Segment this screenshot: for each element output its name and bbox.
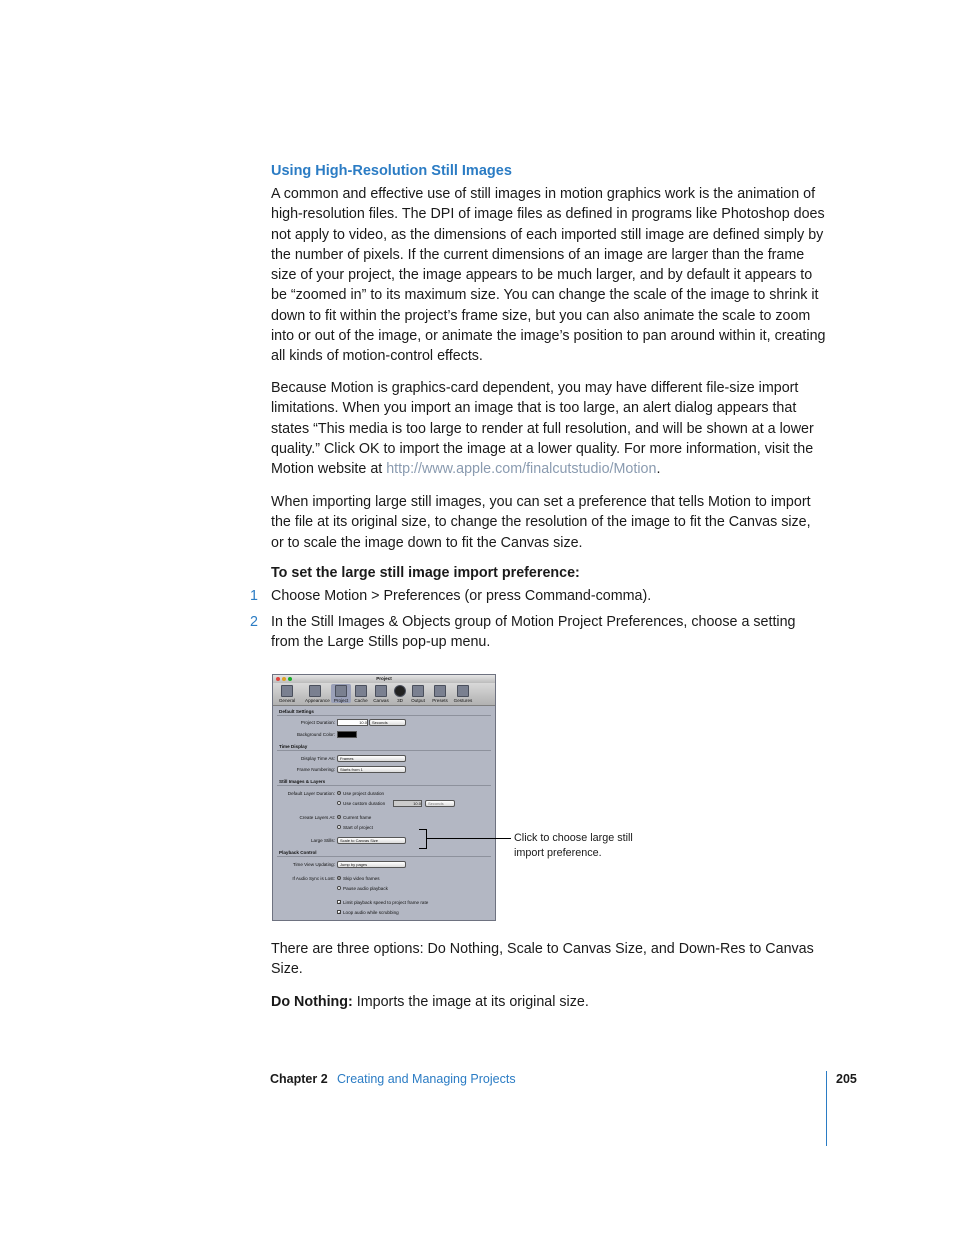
label-create-layers-at: Create Layers At: xyxy=(299,815,335,820)
appearance-icon xyxy=(309,685,321,697)
section-default-settings: Default Settings xyxy=(279,709,314,714)
checkbox-loop-audio[interactable]: ✓ xyxy=(338,910,342,915)
step-text: In the Still Images & Objects group of Motion Project Preferences, choose a setting from the Large Stills pop-up menu. xyxy=(271,614,796,651)
callout-text: Click to choose large still import preference. xyxy=(514,832,633,859)
output-icon xyxy=(412,685,424,697)
radio-use-custom-duration[interactable] xyxy=(337,801,341,805)
label-time-view-updating: Time View Updating: xyxy=(292,862,335,867)
tab-canvas[interactable]: Canvas xyxy=(371,685,391,703)
background-color-well[interactable] xyxy=(337,731,357,738)
option-start-of-project: Start of project xyxy=(343,825,373,830)
footer-chapter-title[interactable]: Creating and Managing Projects xyxy=(337,1072,516,1086)
cache-icon xyxy=(355,685,367,697)
label-if-audio-sync-lost: If Audio Sync is Lost: xyxy=(292,876,335,881)
motion-website-link[interactable]: http://www.apple.com/finalcutstudio/Motion xyxy=(386,461,657,478)
tab-cache[interactable]: Cache xyxy=(351,685,371,703)
paragraph-2 xyxy=(271,378,827,479)
label-large-stills: Large Stills: xyxy=(310,838,335,843)
tab-gestures[interactable]: Gestures xyxy=(453,685,473,703)
label-display-time-as: Display Time As: xyxy=(301,756,335,761)
tab-general[interactable]: General xyxy=(277,685,297,703)
3d-icon xyxy=(394,685,406,697)
term-definition: Imports the image at its original size. xyxy=(352,994,589,1010)
radio-start-of-project[interactable] xyxy=(337,825,341,829)
gestures-icon xyxy=(457,685,469,697)
tab-presets[interactable]: Presets xyxy=(430,685,450,703)
project-duration-field[interactable]: 10.0 xyxy=(337,719,368,726)
term-do-nothing: Do Nothing: xyxy=(271,994,353,1010)
option-limit-playback: Limit playback speed to project frame rate xyxy=(343,900,429,905)
paragraph-1: A common and effective use of still images in motion graphics work is the animation of high-resolution files. The DPI of image files as defined in programs like Photoshop does not apply to video, as the dimensions of each imported still image are defined simply by the number of pixels. If the current dimensions of an image are larger than the frame size of your project, the image appears to be much larger, and by default it appears to be “zoomed in” to its maximum size. You can change the scale of the image to shrink it down to fit within the project’s frame size, but you can also animate the scale to zoom into or out of the image, or animate the image’s position to pan around within it, creating all kinds of motion-control effects. xyxy=(271,186,826,365)
paragraph-3: When importing large still images, you can set a preference that tells Motion to import the file at its original size, to change the resolution of the image to fit the Canvas size, or to scale the image down to fit the Canvas size. xyxy=(271,494,811,551)
section-playback-control: Playback Control xyxy=(279,850,317,855)
label-default-layer-duration: Default Layer Duration: xyxy=(287,791,335,796)
page-number: 205 xyxy=(836,1072,857,1086)
time-view-popup[interactable]: Jump by pages xyxy=(337,861,406,868)
tab-3d[interactable]: 3D xyxy=(390,685,410,703)
option-loop-audio: Loop audio while scrubbing xyxy=(343,910,399,915)
divider xyxy=(277,750,491,751)
tab-output[interactable]: Output xyxy=(408,685,428,703)
step-1 xyxy=(250,586,830,608)
footer-rule xyxy=(826,1071,827,1146)
divider xyxy=(277,856,491,857)
duration-unit-popup[interactable]: Seconds xyxy=(369,719,406,726)
section-still-images: Still Images & Layers xyxy=(279,779,326,784)
callout-leader-line xyxy=(426,838,511,839)
large-stills-popup[interactable]: Scale to Canvas Size xyxy=(337,837,406,844)
presets-icon xyxy=(434,685,446,697)
divider xyxy=(277,785,491,786)
canvas-icon xyxy=(375,685,387,697)
paragraph-5 xyxy=(271,992,827,1012)
paragraph-2-end: . xyxy=(656,461,661,478)
step-2 xyxy=(250,612,830,654)
radio-pause-audio[interactable] xyxy=(337,886,341,890)
callout-bracket xyxy=(419,829,427,849)
custom-unit-popup[interactable]: Seconds xyxy=(425,800,455,807)
tab-appearance[interactable]: Appearance xyxy=(305,685,325,703)
option-use-project-duration: Use project duration xyxy=(343,791,385,796)
section-heading: Using High-Resolution Still Images xyxy=(271,163,512,179)
step-number: 1 xyxy=(250,588,258,604)
step-text: Choose Motion > Preferences (or press Command-comma). xyxy=(271,588,652,604)
option-use-custom-duration: Use custom duration xyxy=(343,801,386,806)
radio-use-project-duration[interactable] xyxy=(337,791,341,795)
footer-chapter: Chapter 2 xyxy=(270,1072,328,1086)
option-pause-audio: Pause audio playback xyxy=(343,886,388,891)
checkbox-limit-playback[interactable]: ✓ xyxy=(338,900,342,905)
radio-skip-video-frames[interactable] xyxy=(337,876,341,880)
preferences-toolbar xyxy=(273,683,495,706)
window-title: Project xyxy=(376,676,392,681)
preferences-screenshot xyxy=(272,674,496,921)
display-time-popup[interactable]: Frames xyxy=(337,755,406,762)
task-title: To set the large still image import preference: xyxy=(271,565,580,581)
custom-duration-field[interactable]: 10.0 xyxy=(393,800,422,807)
tab-project[interactable]: Project xyxy=(331,684,351,703)
step-number: 2 xyxy=(250,614,258,630)
section-time-display: Time Display xyxy=(279,744,308,749)
paragraph-4: There are three options: Do Nothing, Scale to Canvas Size, and Down-Res to Canvas Size. xyxy=(271,941,814,978)
option-skip-video-frames: Skip video frames xyxy=(343,876,380,881)
option-current-frame: Current frame xyxy=(343,815,372,820)
divider xyxy=(277,715,491,716)
radio-current-frame[interactable] xyxy=(337,815,341,819)
frame-numbering-popup[interactable]: Starts from 1 xyxy=(337,766,406,773)
label-background-color: Background Color: xyxy=(296,732,335,737)
label-project-duration: Project Duration: xyxy=(300,720,335,725)
general-icon xyxy=(281,685,293,697)
label-frame-numbering: Frame Numbering: xyxy=(296,767,335,772)
paragraph-2-text: Because Motion is graphics-card dependent, you may have different file-size import limitations. When you import an image that is too large, an alert dialog appears that states “This media is too large to render at full resolution, and will be shown at a lower quality.” Click OK to import the image at a lower quality. For more information, visit the Motion website at xyxy=(271,380,814,478)
project-icon xyxy=(335,685,347,697)
